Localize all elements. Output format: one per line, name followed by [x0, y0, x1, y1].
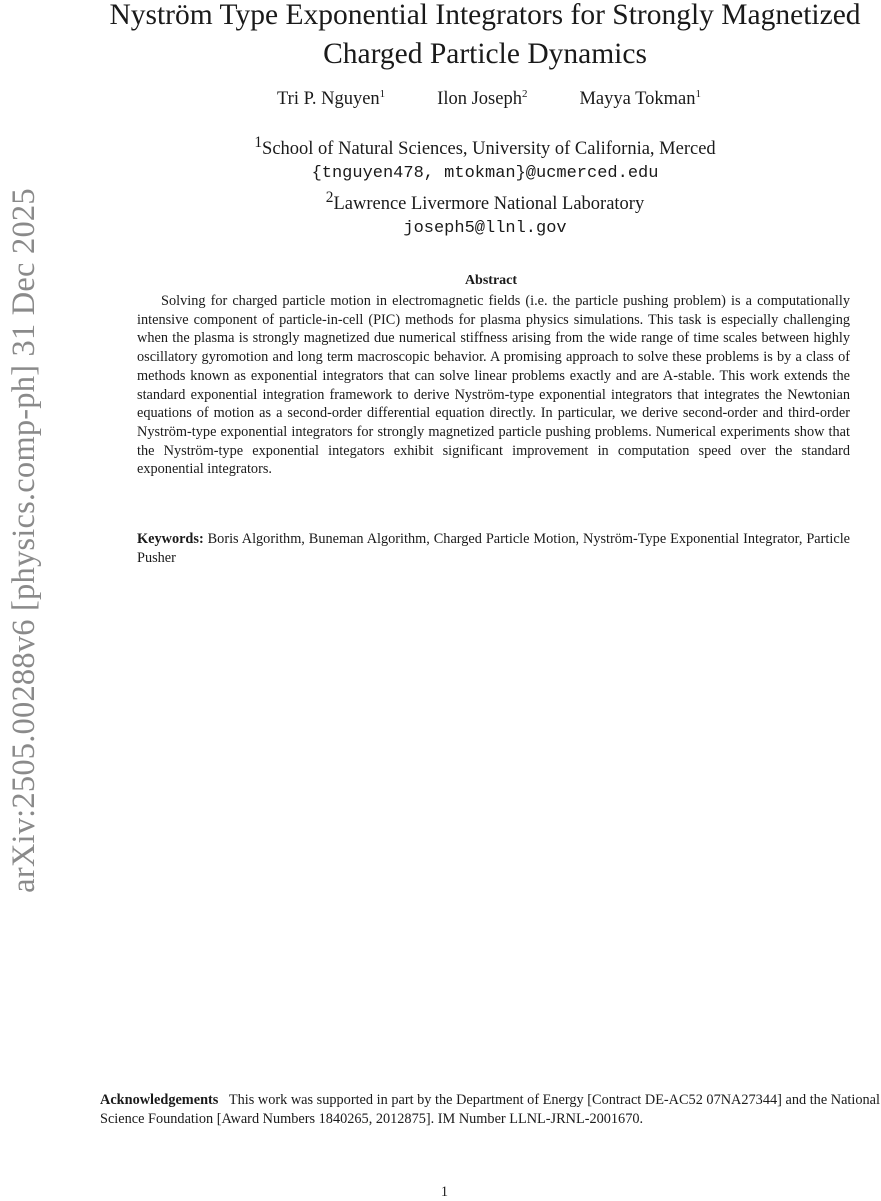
arxiv-identifier-stamp: [2, 155, 46, 925]
acknowledgements-text: This work was supported in part by the Department of Energy [Contract DE-AC52 07NA27344] and the National Science Foundation [Award Numbers 1840265, 2012875]. IM Number LLNL-JRNL-2001670.: [100, 1092, 880, 1127]
keywords-label: Keywords:: [137, 531, 204, 547]
title-line-2: Charged Particle Dynamics: [323, 38, 647, 70]
author: Tri P. Nguyen$^1$: [277, 88, 386, 109]
affiliation-mark: 1: [379, 88, 386, 100]
keywords-text: Boris Algorithm, Buneman Algorithm, Charged Particle Motion, Nyström-Type Exponential Integrator, Particle Pusher: [137, 531, 851, 566]
acknowledgements: [100, 1091, 880, 1128]
affiliation: $^2$Lawrence Livermore National Laboratory: [325, 189, 645, 215]
affiliation-email: {tnguyen478, mtokman}@ucmerced.edu: [311, 163, 659, 183]
affiliation-mark: 1: [254, 134, 263, 151]
keywords: [137, 530, 850, 567]
affiliation: $^1$School of Natural Sciences, University of California, Merced: [254, 134, 716, 160]
acknowledgements-label: Acknowledgements: [100, 1092, 219, 1108]
affiliation-mark: 1: [695, 88, 701, 100]
author-list: [94, 88, 881, 110]
affiliation-email: joseph5@llnl.gov: [403, 218, 567, 238]
abstract-heading: Abstract: [464, 273, 518, 288]
author: Mayya Tokman$^1$: [579, 88, 701, 109]
author: Ilon Joseph$^2$: [437, 88, 528, 109]
page-number: 1: [440, 1184, 449, 1200]
arxiv-stamp-text: arXiv:2505.00288v6 [physics.comp-ph] 31 Dec 2025: [5, 187, 42, 893]
affiliation-mark: 2: [521, 88, 528, 100]
affiliation-mark: 2: [325, 189, 334, 207]
paper-title: [90, 0, 880, 74]
abstract-body: Solving for charged particle motion in electromagnetic fields (i.e. the particle pushing problem) is a computationally intensive component of particle-in-cell (PIC) methods for plasma physics simulations. This task is especially challenging when the plasma is strongly magnetized due numerical stiffness arising from the wide range of time scales between highly oscillatory gyromotion and long term macroscopic behavior. A promising approach to solve these problems is by a class of methods known as exponential integrators that can solve linear problems exactly and are A-stable. This work extends the standard exponential integration framework to derive Nyström-type exponential integrators that integrates the Newtonian equations of motion as a second-order differential equation directly. In particular, we derive second-order and third-order Nyström-type exponential integrators for strongly magnetized particle pushing problems. Numerical experiments show that the Nyström-type exponential integators exhibit significant improvement in computation speed over the standard exponential integrators.: [137, 293, 850, 478]
title-line-1: Nyström Type Exponential Integrators for Strongly Magnetized: [109, 0, 861, 31]
affiliations-block: [90, 131, 880, 241]
